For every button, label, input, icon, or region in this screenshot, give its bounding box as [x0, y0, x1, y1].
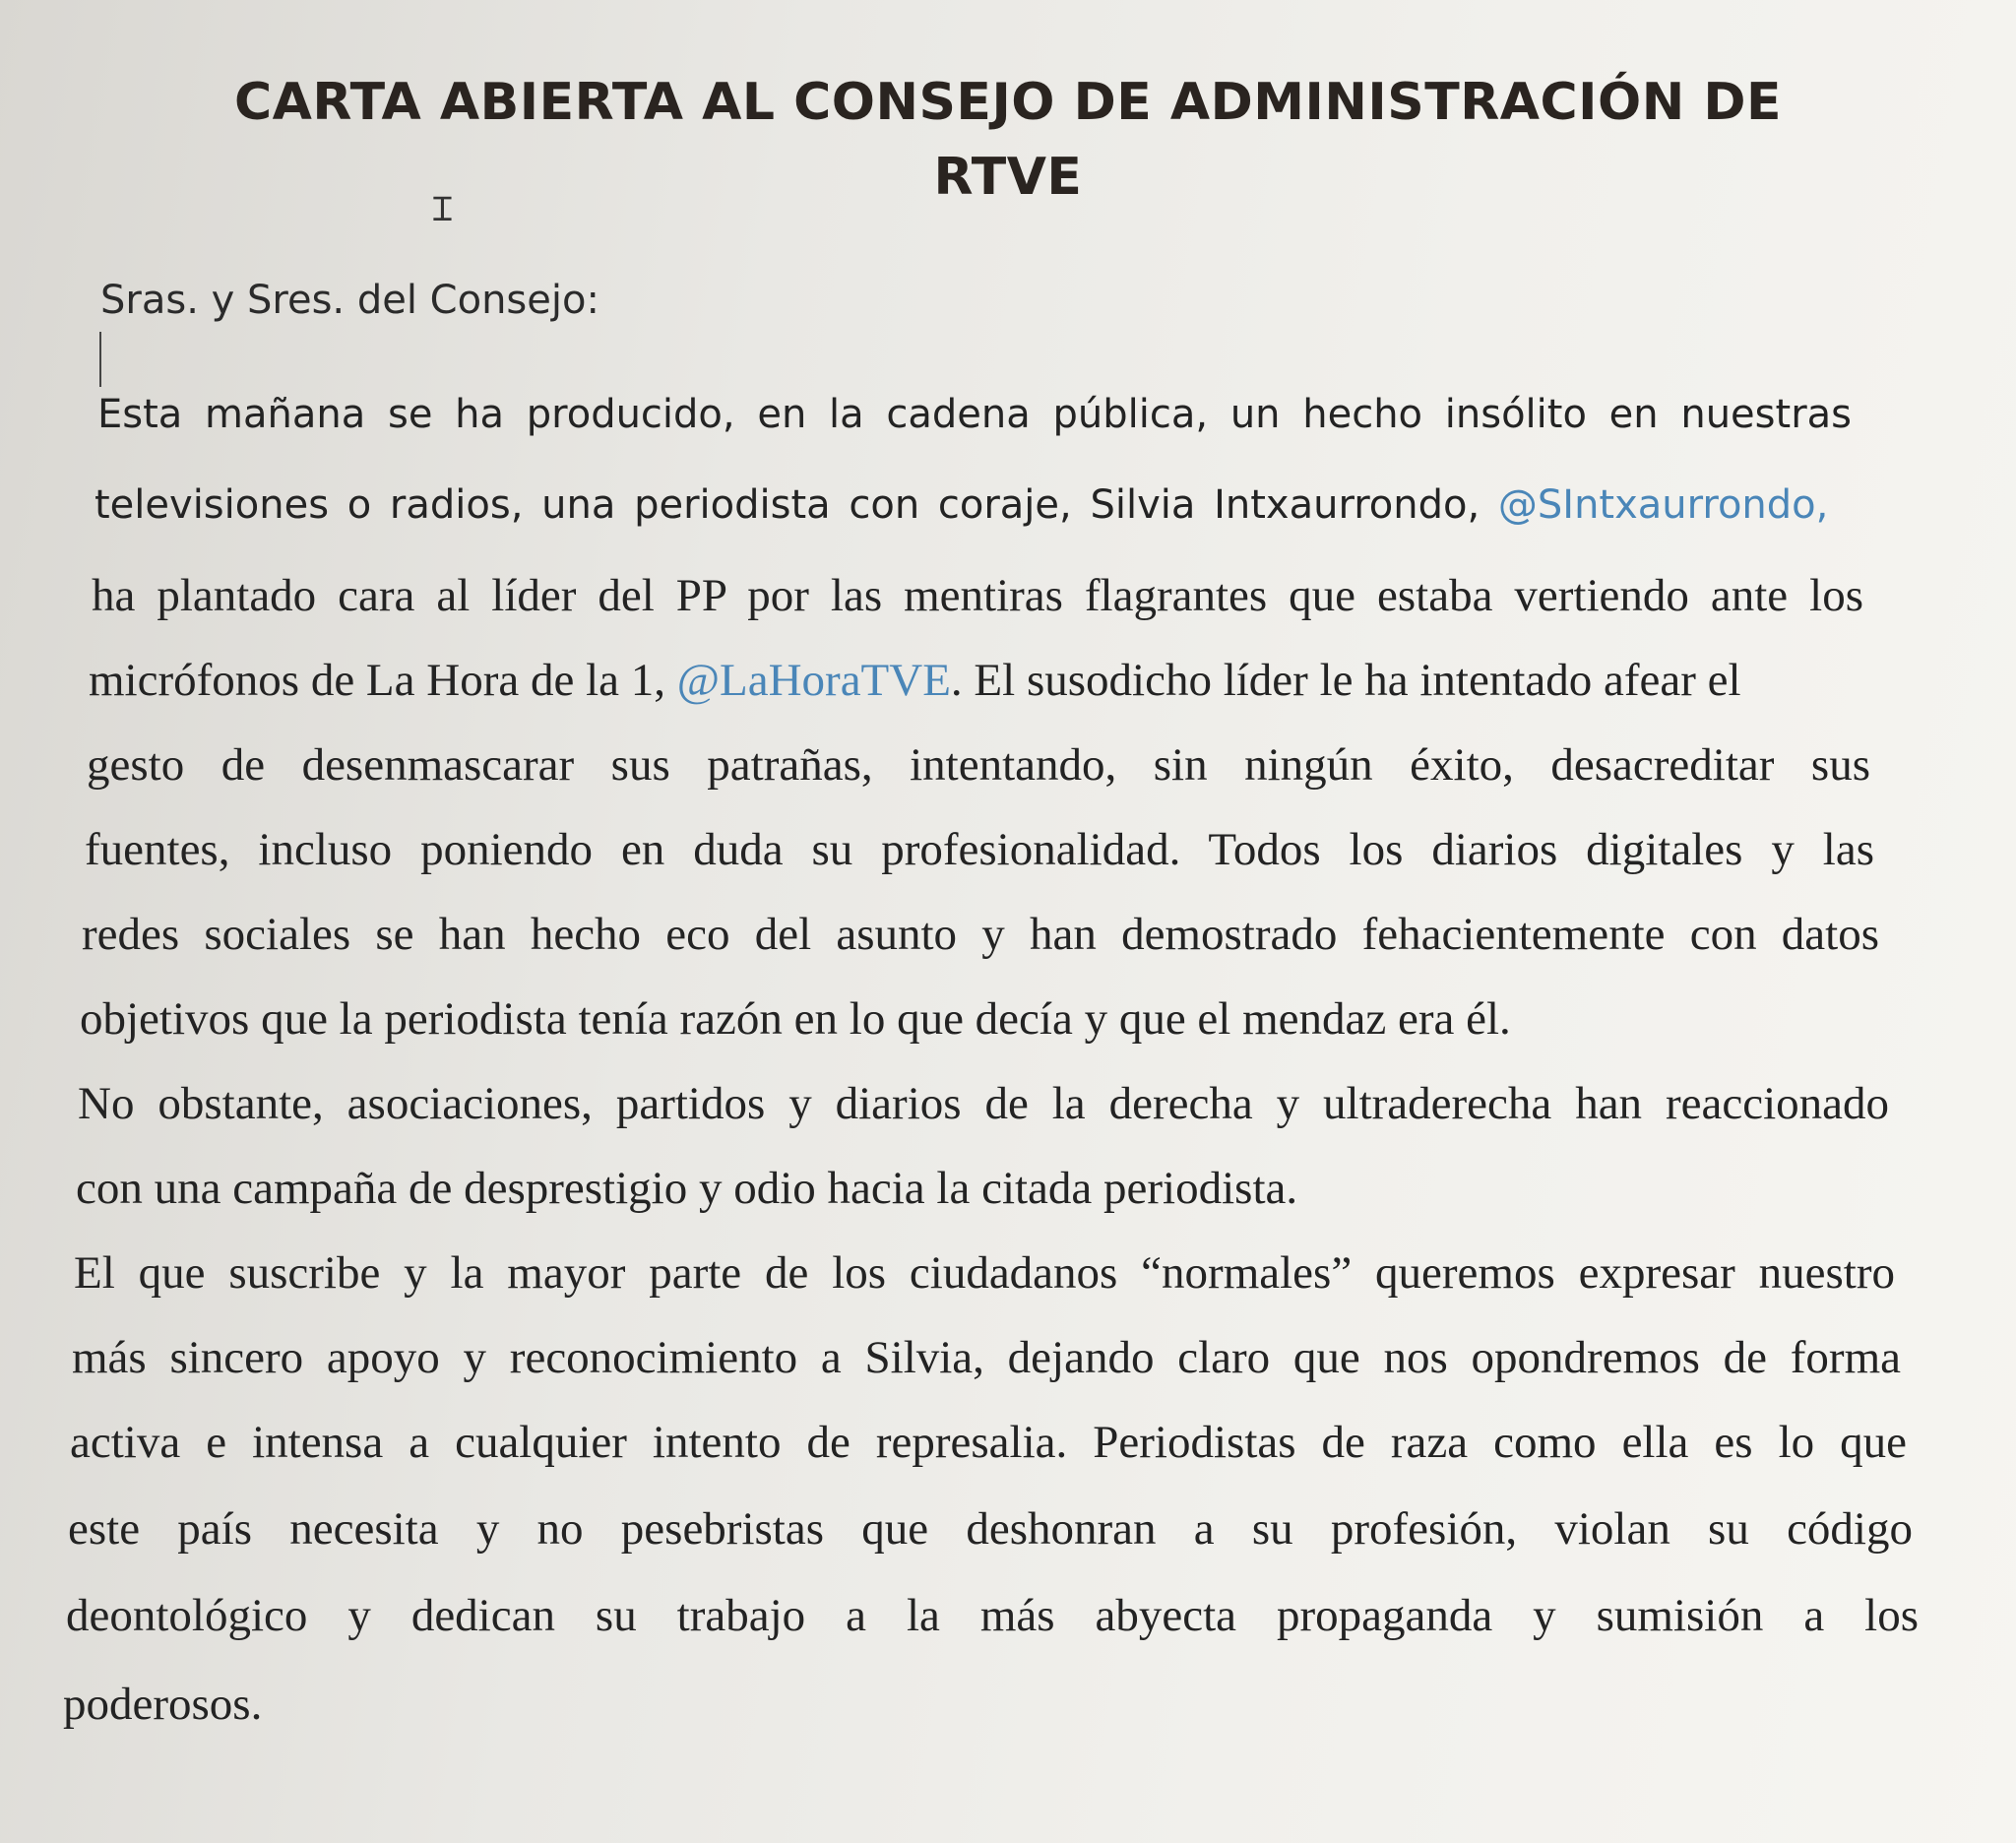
body-line-4[interactable] — [89, 654, 1741, 707]
body-line-4-text-a: micrófonos de La Hora de la 1, — [89, 655, 677, 706]
body-line-12[interactable]: más sincero apoyo y reconocimiento a Silvia, dejando claro que nos opondremos de forma — [72, 1332, 1901, 1383]
body-line-10[interactable]: con una campaña de desprestigio y odio hacia la citada periodista. — [76, 1163, 1298, 1214]
body-line-4-text-b: . El susodicho líder le ha intentado afear el — [950, 655, 1741, 706]
body-line-15[interactable]: deontológico y dedican su trabajo a la más abyecta propaganda y sumisión a los — [66, 1590, 1919, 1641]
program-handle-link[interactable]: @LaHoraTVE — [676, 655, 951, 706]
body-line-2-text: televisiones o radios, una periodista con coraje, Silvia Intxaurrondo, — [94, 482, 1498, 528]
body-line-13[interactable]: activa e intensa a cualquier intento de represalia. Periodistas de raza como ella es lo que — [70, 1417, 1907, 1468]
body-line-11[interactable]: El que suscribe y la mayor parte de los ciudadanos “normales” queremos expresar nuestro — [74, 1247, 1895, 1299]
body-line-1[interactable]: Esta mañana se ha producido, en la cadena pública, un hecho insólito en nuestras — [97, 392, 1852, 437]
twitter-handle-link[interactable]: @SIntxaurrondo, — [1497, 482, 1829, 528]
body-line-5[interactable]: gesto de desenmascarar sus patrañas, intentando, sin ningún éxito, desacreditar sus — [87, 739, 1870, 791]
document-title-line-2: RTVE — [933, 148, 1083, 207]
body-line-3[interactable]: ha plantado cara al líder del PP por las mentiras flagrantes que estaba vertiendo ante los — [92, 570, 1863, 621]
body-line-2[interactable] — [94, 482, 1828, 528]
body-line-7[interactable]: redes sociales se han hecho eco del asunto y han demostrado fehacientemente con datos — [82, 909, 1879, 960]
body-line-16[interactable]: poderosos. — [63, 1679, 263, 1730]
body-line-14[interactable]: este país necesita y no pesebristas que deshonran a su profesión, violan su código — [68, 1503, 1913, 1555]
salutation[interactable]: Sras. y Sres. del Consejo: — [100, 278, 599, 323]
body-line-9[interactable]: No obstante, asociaciones, partidos y diarios de la derecha y ultraderecha han reaccionado — [78, 1078, 1889, 1129]
body-line-6[interactable]: fuentes, incluso poniendo en duda su profesionalidad. Todos los diarios digitales y las — [85, 824, 1874, 875]
body-line-8[interactable]: objetivos que la periodista tenía razón en lo que decía y que el mendaz era él. — [80, 993, 1511, 1045]
text-insertion-caret — [99, 332, 101, 387]
document-title-line-1: CARTA ABIERTA AL CONSEJO DE ADMINISTRACIÓN DE — [233, 73, 1782, 132]
text-cursor-icon: Ɪ — [433, 190, 452, 229]
